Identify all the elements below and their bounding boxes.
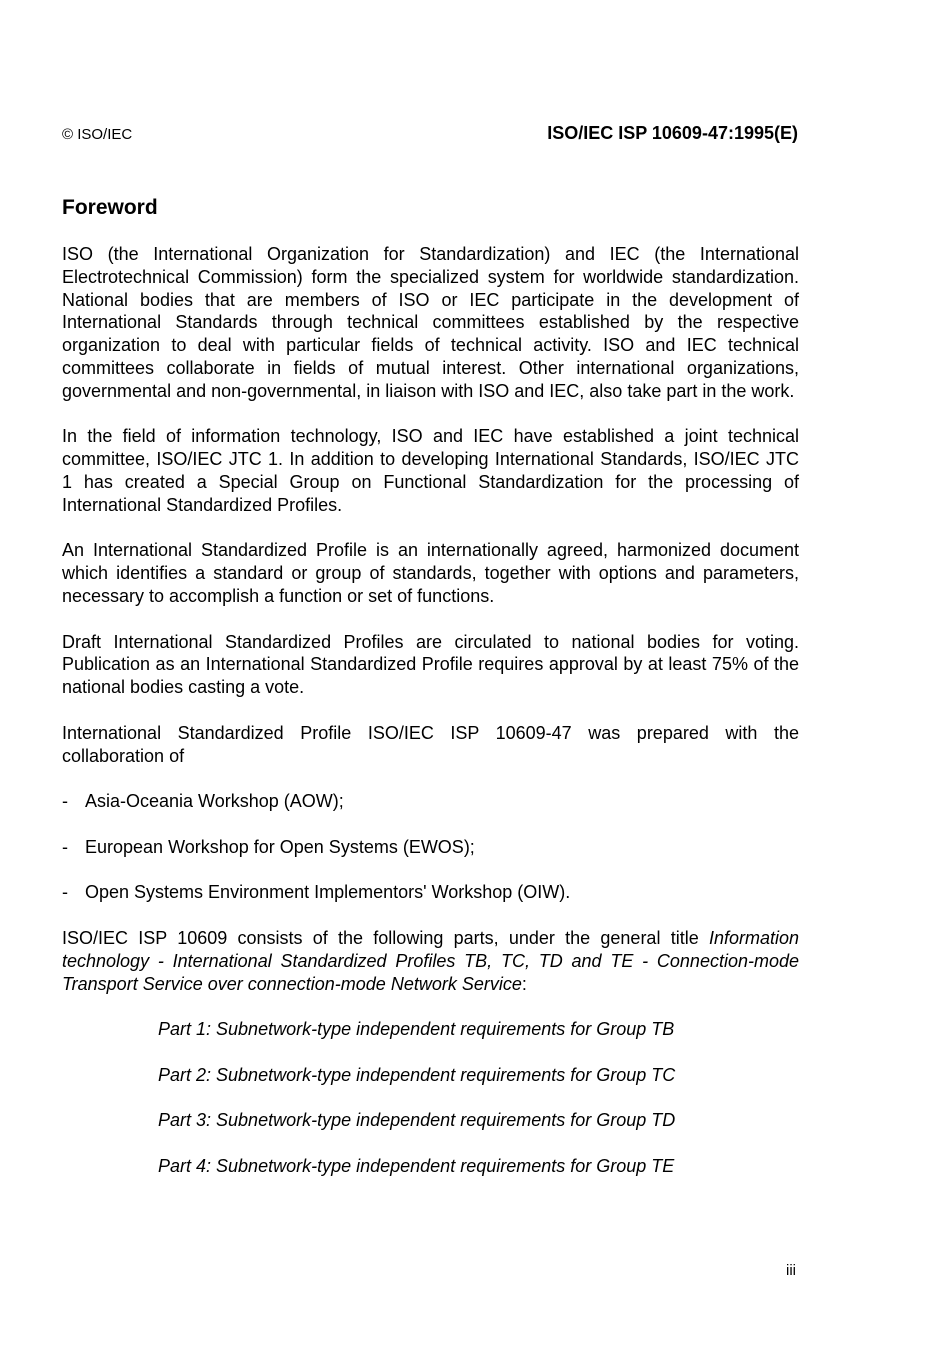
parts-intro-paragraph bbox=[62, 927, 799, 995]
list-item-text: Asia-Oceania Workshop (AOW); bbox=[85, 791, 344, 812]
paragraph: ISO (the International Organization for Standardization) and IEC (the International Electrotechnical Commission) form the specialized system for worldwide standardization. National bodies that are members of ISO or IEC participate in the development of International Standards through technical committees established by the respective organization to deal with particular fields of technical activity. ISO and IEC technical committees collaborate in fields of mutual interest. Other international organizations, governmental and non-governmental, in liaison with ISO and IEC, also take part in the work. bbox=[62, 244, 799, 401]
header-document-id: ISO/IEC ISP 10609-47:1995(E) bbox=[547, 123, 798, 143]
parts-intro-tail: : bbox=[521, 973, 527, 994]
list-item bbox=[62, 790, 799, 813]
list-item-text: European Workshop for Open Systems (EWOS); bbox=[85, 836, 475, 857]
list-item-text: Open Systems Environment Implementors' Workshop (OIW). bbox=[85, 882, 571, 903]
parts-general-title: Information technology - International Standardized Profiles TB, TC, TD and TE - Connection-mode Transport Service over connection-mode Network Service bbox=[62, 927, 799, 994]
list-item bbox=[62, 836, 799, 859]
list-item bbox=[62, 881, 799, 904]
part-item: Part 1: Subnetwork-type independent requirements for Group TB bbox=[158, 1019, 675, 1040]
part-item: Part 3: Subnetwork-type independent requirements for Group TD bbox=[158, 1110, 676, 1131]
part-item: Part 2: Subnetwork-type independent requirements for Group TC bbox=[158, 1064, 676, 1085]
header-copyright: © ISO/IEC bbox=[62, 126, 133, 143]
page-number: iii bbox=[786, 1262, 796, 1279]
list-dash: - bbox=[62, 836, 68, 857]
foreword-body bbox=[62, 243, 799, 1200]
paragraph: An International Standardized Profile is an internationally agreed, harmonized document which identifies a standard or group of standards, together with options and parameters, necessary to accomplish a function or set of functions. bbox=[62, 540, 799, 606]
parts-intro-lead: ISO/IEC ISP 10609 consists of the following parts, under the general title bbox=[62, 927, 709, 948]
list-dash: - bbox=[62, 791, 68, 812]
paragraph: International Standardized Profile ISO/IEC ISP 10609-47 was prepared with the collaboration of bbox=[62, 722, 799, 766]
part-item: Part 4: Subnetwork-type independent requirements for Group TE bbox=[158, 1155, 675, 1176]
paragraph: Draft International Standardized Profiles are circulated to national bodies for voting. Publication as an International Standardized Profile requires approval by at least 75% of the national bodies casting a vote. bbox=[62, 631, 799, 698]
parts-list bbox=[62, 1018, 799, 1178]
paragraph: In the field of information technology, ISO and IEC have established a joint technical committee, ISO/IEC JTC 1. In addition to developing International Standards, ISO/IEC JTC 1 has created a Special Group on Functional Standardization for the processing of International Standardized Profiles. bbox=[62, 426, 799, 515]
list-dash: - bbox=[62, 882, 68, 903]
section-title: Foreword bbox=[62, 196, 158, 219]
